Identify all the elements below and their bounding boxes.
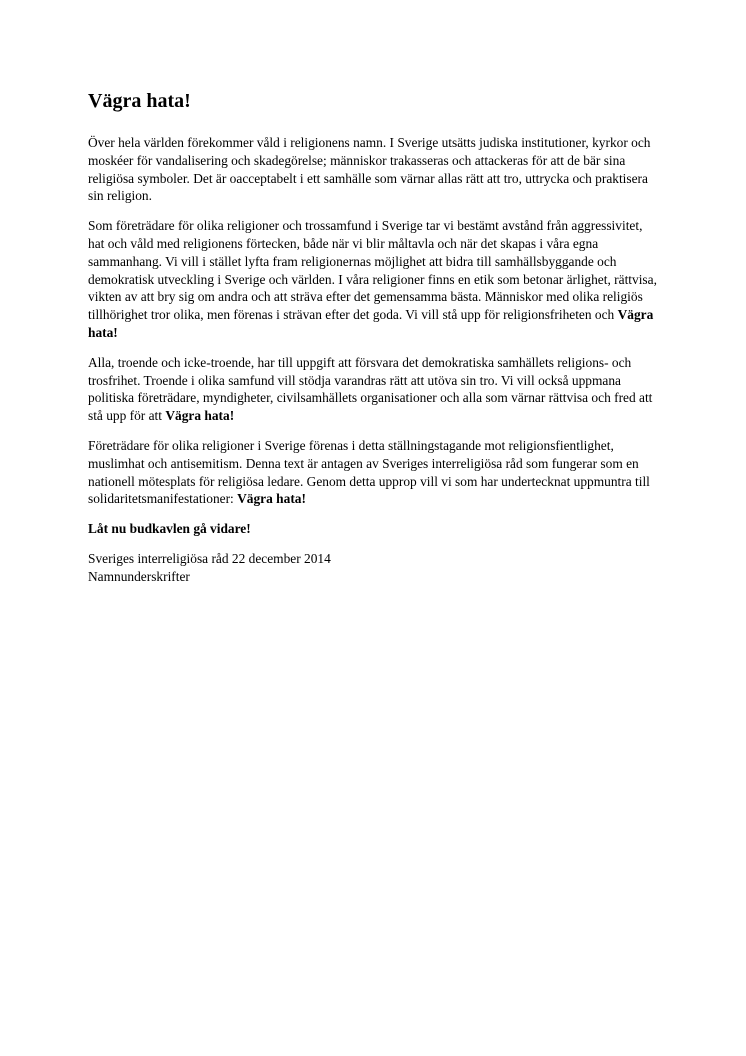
document-page xyxy=(88,88,658,586)
paragraph-2-slogan: Vägra hata! xyxy=(88,307,654,340)
paragraph-2-text: Som företrädare för olika religioner och trossamfund i Sverige tar vi bestämt avstånd från aggressivitet, hat och våld med religionens förtecken, både när vi blir måltavla och när det skapas i våra egna sammanhang. Vi vill i stället lyfta fram religionernas möjlighet att bidra till samhällsbyggande och demokratisk utveckling i Sverige och världen. I våra religioner finns en etik som betonar ärlighet, rättvisa, vikten av att bry sig om andra och att sträva efter det gemensamma bästa. Människor med olika religiös tillhörighet tror olika, men förenas i strävan efter det goda. Vi vill stå upp för religionsfriheten och xyxy=(88,218,657,323)
paragraph-4-slogan: Vägra hata! xyxy=(237,491,306,507)
signature-block xyxy=(88,550,658,586)
document-title: Vägra hata! xyxy=(88,90,191,112)
paragraph-3-slogan: Vägra hata! xyxy=(165,408,235,424)
paragraph-4 xyxy=(88,437,658,508)
call-to-action: Låt nu budkavlen gå vidare! xyxy=(88,521,251,537)
signature-line: Sveriges interreligiösa råd 22 december 2014 xyxy=(88,550,331,566)
signatures-label: Namnunderskrifter xyxy=(88,568,190,584)
paragraph-3-text: Alla, troende och icke-troende, har till uppgift att försvara det demokratiska samhällets religions- och trosfrihet. Troende i olika samfund vill stödja varandras rätt att utöva sin tro. Vi vill också uppmana politiska företrädare, myndigheter, civilsamhällets organisationer och alla som värnar rättvisa och fred att stå upp för att xyxy=(88,354,653,424)
paragraph-1: Över hela världen förekommer våld i religionens namn. I Sverige utsätts judiska institutioner, kyrkor och moskéer för vandalisering och skadegörelse; människor trakasseras och attackeras för att de bär sina religiösa symboler. Det är oacceptabelt i ett samhälle som värnar allas rätt att tro, uttrycka och praktisera sin religion. xyxy=(88,135,651,204)
paragraph-2 xyxy=(88,217,658,342)
paragraph-4-text: Företrädare för olika religioner i Sverige förenas i detta ställningstagande mot religionsfientlighet, muslimhat och antisemitism. Denna text är antagen av Sveriges interreligiösa råd som fungerar som en nationell mötesplats för religiösa ledare. Genom detta upprop vill vi som har undertecknat uppmuntra till solidaritetsmanifestationer: xyxy=(88,437,650,507)
paragraph-3 xyxy=(88,354,658,425)
